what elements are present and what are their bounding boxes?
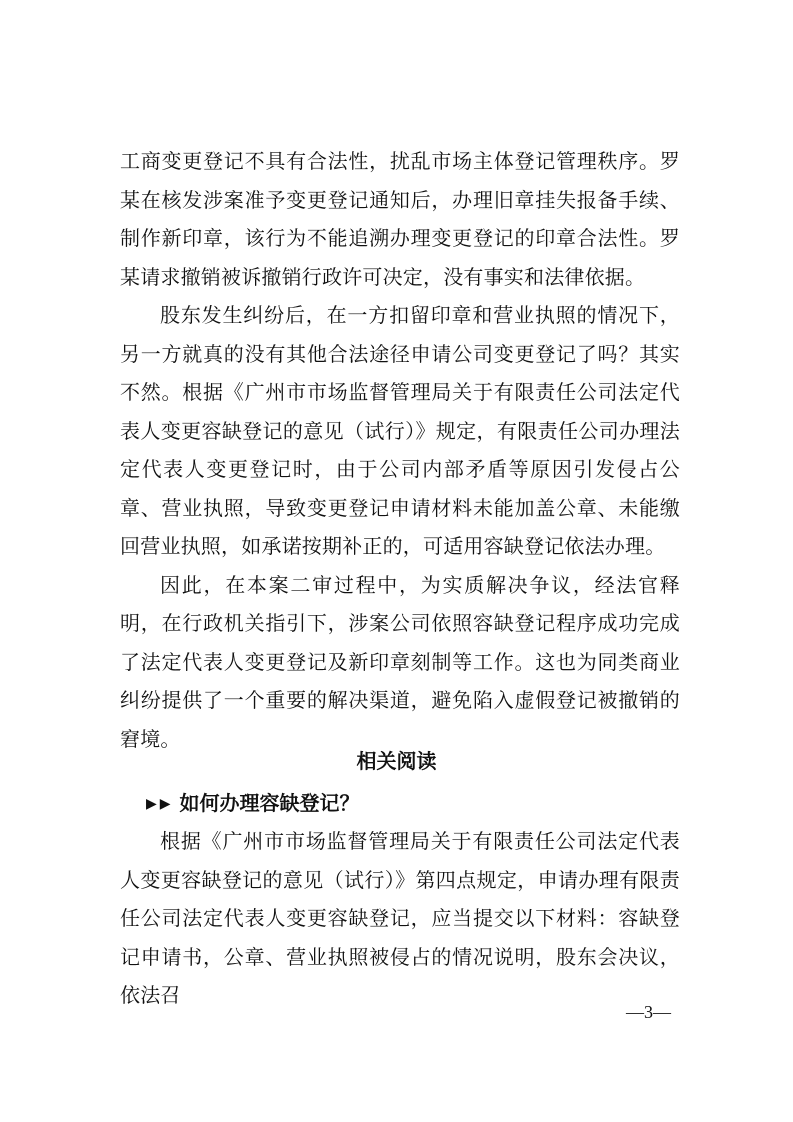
paragraph-3: 因此，在本案二审过程中，为实质解决争议，经法官释明，在行政机关指引下，涉案公司依照容缺登记程序成功完成了法定代表人变更登记及新印章刻制等工作。这也为同类商业纠纷提供了一个重要的解决渠道，避免陷入虚假登记被撤销的窘境。: [120, 572, 680, 751]
body-text-bottom: [120, 822, 680, 1015]
page-number: —3—: [626, 1002, 671, 1022]
paragraph-4: 根据《广州市市场监督管理局关于有限责任公司法定代表人变更容缺登记的意见（试行）》第四点规定，申请办理有限责任公司法定代表人变更容缺登记，应当提交以下材料：容缺登记申请书，公章、营业执照被侵占的情况说明，股东会决议，依法召: [120, 829, 680, 1007]
sub-heading-text: 如何办理容缺登记？: [179, 791, 360, 815]
body-text-top: [120, 142, 680, 758]
section-title: 相关阅读: [356, 749, 437, 773]
play-arrows-icon: ▶▶: [146, 796, 174, 812]
paragraph-2: 股东发生纠纷后，在一方扣留印章和营业执照的情况下，另一方就真的没有其他合法途径申请公司变更登记了吗？其实不然。根据《广州市市场监督管理局关于有限责任公司法定代表人变更容缺登记的意见（试行）》规定，有限责任公司办理法定代表人变更登记时，由于公司内部矛盾等原因引发侵占公章、营业执照，导致变更登记申请材料未能加盖公章、未能缴回营业执照，如承诺按期补正的，可适用容缺登记依法办理。: [120, 303, 680, 558]
paragraph-1: 工商变更登记不具有合法性，扰乱市场主体登记管理秩序。罗某在核发涉案准予变更登记通知后，办理旧章挂失报备手续、制作新印章，该行为不能追溯办理变更登记的印章合法性。罗某请求撤销被诉撤销行政许可决定，没有事实和法律依据。: [120, 149, 680, 289]
sub-heading: [146, 789, 360, 818]
